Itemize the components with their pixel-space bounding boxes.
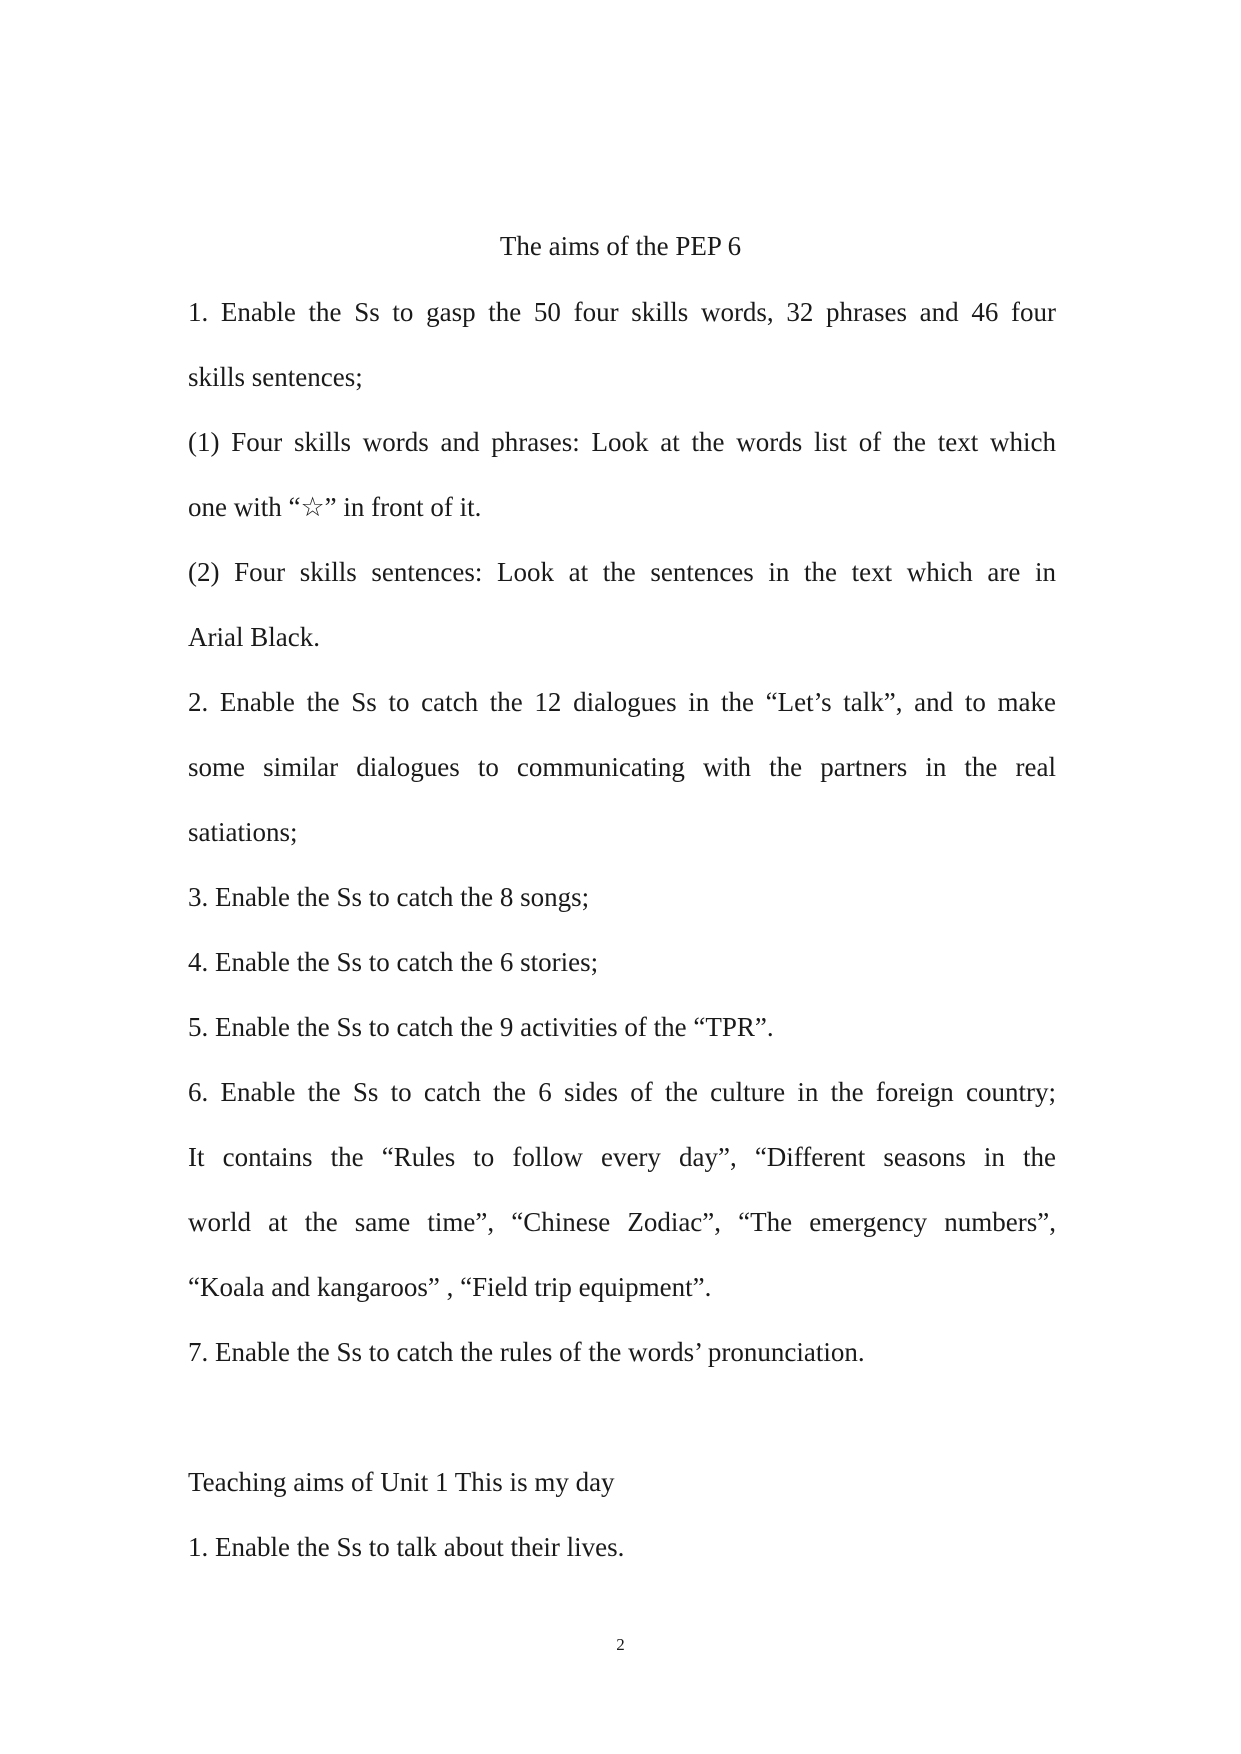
unit-1-aim-1: 1. Enable the Ss to talk about their lives. bbox=[188, 1532, 625, 1562]
unit-1-heading: Teaching aims of Unit 1 This is my day bbox=[188, 1467, 615, 1497]
aim-2-line-2: some similar dialogues to communicating with the partners in the real bbox=[188, 752, 1056, 782]
aim-2-line-1: 2. Enable the Ss to catch the 12 dialogues in the “Let’s talk”, and to make bbox=[188, 687, 1056, 717]
aim-1-sub-2-line-1: (2) Four skills sentences: Look at the sentences in the text which are in bbox=[188, 557, 1056, 587]
aim-1-sub-1-line-2: one with “☆” in front of it. bbox=[188, 492, 482, 522]
aim-6-line-2: It contains the “Rules to follow every day”, “Different seasons in the bbox=[188, 1142, 1056, 1172]
aim-6-line-4: “Koala and kangaroos” , “Field trip equipment”. bbox=[188, 1272, 712, 1302]
aim-6-line-3: world at the same time”, “Chinese Zodiac”, “The emergency numbers”, bbox=[188, 1207, 1056, 1237]
aim-1-line-1: 1. Enable the Ss to gasp the 50 four skills words, 32 phrases and 46 four bbox=[188, 297, 1056, 327]
aim-6-line-1: 6. Enable the Ss to catch the 6 sides of the culture in the foreign country; bbox=[188, 1077, 1056, 1107]
aim-1-line-2: skills sentences; bbox=[188, 362, 363, 392]
aim-7-line: 7. Enable the Ss to catch the rules of the words’ pronunciation. bbox=[188, 1337, 865, 1367]
aim-3-line: 3. Enable the Ss to catch the 8 songs; bbox=[188, 882, 590, 912]
aim-1-sub-1-line-1: (1) Four skills words and phrases: Look at the words list of the text which bbox=[188, 427, 1056, 457]
aim-2-line-3: satiations; bbox=[188, 817, 298, 847]
aim-5-line: 5. Enable the Ss to catch the 9 activities of the “TPR”. bbox=[188, 1012, 774, 1042]
document-title: The aims of the PEP 6 bbox=[499, 231, 742, 261]
page-number: 2 bbox=[616, 1635, 625, 1654]
aim-4-line: 4. Enable the Ss to catch the 6 stories; bbox=[188, 947, 599, 977]
aim-1-sub-2-line-2: Arial Black. bbox=[188, 622, 320, 652]
